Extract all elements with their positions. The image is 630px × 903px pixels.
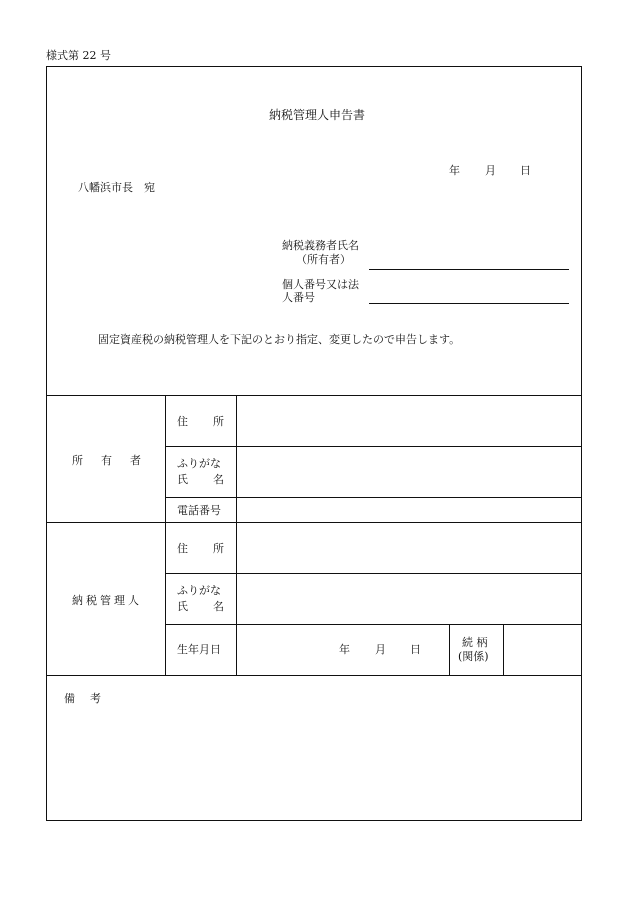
agent-birth-day-label: 日: [410, 643, 421, 656]
owner-name-label-1: 氏: [177, 473, 188, 486]
agent-heading-1: 納: [72, 594, 83, 607]
date-month-label: 月: [485, 164, 496, 177]
owner-name-field[interactable]: [237, 447, 581, 497]
taxpayer-number-label-2: 人番号: [282, 291, 315, 304]
owner-address-label-1: 住: [177, 415, 188, 428]
heading-column-border: [165, 395, 166, 675]
agent-relation-label-1: 続 柄: [462, 636, 488, 649]
agent-birth-label: 生年月日: [177, 643, 221, 656]
agent-name-field[interactable]: [237, 574, 581, 624]
owner-name-label-2: 名: [213, 473, 224, 486]
agent-heading-2: 税: [86, 594, 97, 607]
agent-relation-label-2: (関係): [458, 650, 489, 663]
recipient: 八幡浜市長 宛: [78, 181, 155, 194]
agent-relation-field[interactable]: [504, 625, 581, 675]
taxpayer-name-field[interactable]: [369, 269, 569, 270]
agent-furigana-label: ふりがな: [177, 584, 221, 597]
owner-address-field[interactable]: [237, 396, 581, 446]
owner-heading-3: 者: [130, 454, 141, 467]
agent-address-field[interactable]: [237, 523, 581, 573]
taxpayer-number-label-1: 個人番号又は法: [282, 278, 359, 291]
remarks-field[interactable]: [47, 676, 581, 819]
agent-name-label-1: 氏: [177, 600, 188, 613]
statement-text: 固定資産税の納税管理人を下記のとおり指定、変更したので申告します。: [98, 333, 461, 346]
owner-phone-label: 電話番号: [177, 504, 221, 517]
agent-address-label-1: 住: [177, 542, 188, 555]
owner-heading-1: 所: [72, 454, 83, 467]
owner-phone-field[interactable]: [237, 498, 581, 522]
remarks-label-2: 考: [90, 692, 101, 705]
agent-name-label-2: 名: [213, 600, 224, 613]
agent-address-label-2: 所: [213, 542, 224, 555]
owner-address-label-2: 所: [213, 415, 224, 428]
form-title: 納税管理人申告書: [269, 108, 366, 122]
relation-label-left-border: [449, 624, 450, 675]
remarks-label-1: 備: [64, 692, 75, 705]
agent-birth-month-label: 月: [375, 643, 386, 656]
owner-heading-2: 有: [101, 454, 112, 467]
taxpayer-owner-label: （所有者）: [296, 253, 351, 266]
agent-heading-3: 管: [100, 594, 111, 607]
agent-birth-date-field[interactable]: [237, 625, 448, 675]
form-number: 様式第 22 号: [46, 49, 111, 62]
agent-heading-5: 人: [128, 594, 139, 607]
owner-furigana-label: ふりがな: [177, 457, 221, 470]
date-day-label: 日: [520, 164, 531, 177]
taxpayer-number-field[interactable]: [369, 303, 569, 304]
date-year-label: 年: [449, 164, 460, 177]
taxpayer-name-label: 納税義務者氏名: [282, 239, 359, 252]
agent-heading-4: 理: [114, 594, 125, 607]
agent-birth-year-label: 年: [339, 643, 350, 656]
